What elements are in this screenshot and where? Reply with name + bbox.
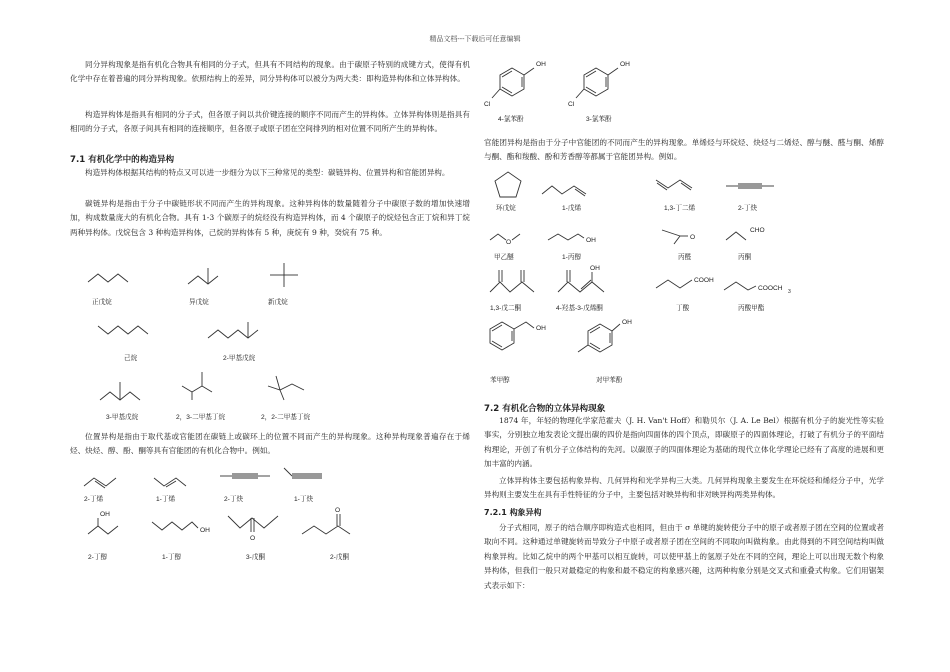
1-propanol-structure xyxy=(546,228,604,248)
paragraph-structural-types: 构造异构体根据其结构的特点又可以进一步细分为以下三种常见的类型：碳链异构、位置异构和官能团异构。 xyxy=(85,168,450,177)
2-2-dimethylbutane-structure xyxy=(266,370,314,402)
1-3-butadiene-structure xyxy=(654,176,702,192)
cyclopentane-structure xyxy=(492,170,524,200)
o-atom-label: O xyxy=(335,507,341,514)
page-header: 精品文档---下载后可任意编辑 xyxy=(429,35,521,43)
methyl-ethyl-ether-structure xyxy=(488,226,534,248)
propanal-structure xyxy=(658,224,716,248)
methyl-propanoate-structure xyxy=(722,274,802,298)
paragraph-isomer-definitions: 构造异构体是指具有相同的分子式，但各原子间以共价键连接的顺序不同而产生的异构体。立体异构体则是指具有相同的分子式，各原子间具有相同的连接顺序，但各原子或原子团在空间排列的相对位置不同所产生的异构体。 xyxy=(70,110,470,134)
label-2-butene: 2-丁烯 xyxy=(84,496,104,503)
oh-atom-label: OH xyxy=(622,319,632,326)
1-pentene-structure xyxy=(540,180,600,200)
label-1-3-butadiene: 1,3-丁二烯 xyxy=(664,205,696,212)
oh-atom-label: OH xyxy=(536,325,546,332)
3-chlorophenol-structure xyxy=(570,58,642,114)
cl-atom-label: Cl xyxy=(484,101,491,108)
label-acetone: 丙酮 xyxy=(738,254,752,261)
label-2-pentanone: 2-戊酮 xyxy=(330,554,350,561)
cl-atom-label: Cl xyxy=(568,101,575,108)
2-butene-structure xyxy=(82,472,126,490)
butanoic-acid-structure xyxy=(654,272,724,296)
label-2-2-dimethylbutane: 2，2-二甲基丁烷 xyxy=(261,414,311,421)
paragraph-conformational-isomerism: 分子式相同，原子的结合顺序即构造式也相同，但由于 σ 单键的旋转使分子中的原子或者原子团在空间的位置或者取向不同。这种通过单键旋转而导致分子中原子或者原子团在空间的不同取向叫做构象。由此得到的不同空间结构叫做构象异构。比如乙烷中的两个甲基可以相互旋转，可以使甲基上的氢原子处在不同的空间，理论上可以出现无数个构象异构体，但我们一般只对最稳定的构象和最不稳定的构象感兴趣，这两种构象分别是交叉式和重叠式构象。它们用锯架式表示如下： xyxy=(484,523,884,590)
paragraph-stereoisomer-types: 立体异构体主要包括构象异构、几何异构和光学异构三大类。几何异构现象主要发生在环烷烃和烯烃分子中，光学异构则主要发生在具有手性特征的分子中，主要包括对映异构和非对映异构两类异构体。 xyxy=(484,476,884,500)
1-3-pentanedione-structure xyxy=(488,266,564,300)
paragraph-tetrahedral-theory: 1874 年，年轻的物理化学家范霍夫（J. H. Van't Hoff）和勒贝尔（J. A. Le Bel）根据有机分子的旋光性等实验事实，分别独立地发表论文提出碳的四价是指向四面体的四个顶点，即碳原子的四面体理论，打破了有机分子的平面结构理论，开创了有机分子立体结构的先河。以碳原子的四面体理论为基础的现代立体化学理论已经有了高度的进展和更加丰富的内涵。 xyxy=(484,416,884,469)
label-isopentane: 异戊烷 xyxy=(189,299,209,306)
label-benzyl-alcohol: 苯甲醇 xyxy=(490,377,510,384)
label-3-methylpentane: 3-甲基戊烷 xyxy=(106,414,139,421)
paragraph-positional-isomerism: 位置异构是指由于取代基或官能团在碳链上或碳环上的位置不同而产生的异构现象。这种异构现象普遍存在于烯烃、炔烃、醇、酚、酮等具有官能团的有机化合物中。例如。 xyxy=(70,432,470,456)
isopentane-structure xyxy=(186,262,226,292)
label-2-butyne-fg: 2-丁炔 xyxy=(738,205,758,212)
2-butyne-fg-structure xyxy=(724,180,778,192)
2-pentanone-structure xyxy=(300,504,360,542)
paragraph-functional-isomerism: 官能团异构是指由于分子中官能团的不同而产生的异构现象。单烯烃与环烷烃、炔烃与二烯烃、醇与醚、醛与酮、烯醇与酮、酯和羧酸、酚和芳香醇等都属于官能团异构。例如。 xyxy=(484,138,884,162)
label-1-propanol: 1-丙醇 xyxy=(562,254,582,261)
label-2-butanol: 2-丁醇 xyxy=(88,554,108,561)
label-1-3-pentanedione: 1,3-戊二酮 xyxy=(490,305,522,312)
label-3-pentanone: 3-戊酮 xyxy=(246,554,266,561)
benzyl-alcohol-structure xyxy=(484,314,556,358)
paragraph-chain-isomerism: 碳链异构是指由于分子中碳链形状不同而产生的异构现象。这种异构体的数量随着分子中碳原子数的增加快速增加，构成数量庞大的有机化合物。具有 1-3 个碳原子的烷烃没有构造异构体，而 4 个碳原子的烷烃包含正丁烷和异丁烷两种异构体。戊烷包含 3 种构造异构体，己烷的异构体有 5 种，庚烷有 9 种，癸烷有 75 种。 xyxy=(70,199,470,237)
label-2-3-dimethylbutane: 2，3-二甲基丁烷 xyxy=(176,414,226,421)
neopentane-structure xyxy=(266,259,302,291)
section-heading-7-1: 7.1 有机化学中的构造异构 xyxy=(70,155,175,165)
3-pentanone-structure xyxy=(226,506,300,540)
o-atom-label: O xyxy=(250,535,256,542)
oh-atom-label: OH xyxy=(100,511,110,518)
1-butanol-structure xyxy=(150,512,216,542)
label-cyclopentane: 环戊烷 xyxy=(496,205,516,212)
cooh-atom-label: COOH xyxy=(694,277,714,284)
cho-atom-label: CHO xyxy=(750,227,765,234)
2-butyne-structure xyxy=(218,470,274,482)
1-butyne-structure xyxy=(282,464,338,486)
hexane-structure xyxy=(98,318,154,342)
label-1-butanol: 1-丁醇 xyxy=(162,554,182,561)
label-1-pentene: 1-戊烯 xyxy=(562,205,582,212)
4-chlorophenol-structure xyxy=(486,58,558,114)
label-p-cresol: 对甲苯酚 xyxy=(596,377,623,384)
2-methylpentane-structure xyxy=(206,316,264,346)
label-3-chlorophenol: 3-氯苯酚 xyxy=(586,116,612,123)
label-propanal: 丙醛 xyxy=(678,254,692,261)
4-hydroxy-3-pentenone-structure xyxy=(556,262,618,300)
2-butanol-structure xyxy=(86,506,140,542)
label-4-hydroxy-3-pentenone: 4-羟基-3-戊烯酮 xyxy=(556,305,603,312)
oh-atom-label: OH xyxy=(536,61,546,68)
oh-atom-label: OH xyxy=(620,61,630,68)
label-hexane: 己烷 xyxy=(124,355,138,362)
label-2-butyne: 2-丁炔 xyxy=(224,496,244,503)
oh-atom-label: OH xyxy=(200,527,210,534)
cooch-atom-label: COOCH xyxy=(758,285,783,292)
3-methylpentane-structure xyxy=(98,374,152,408)
1-butene-structure xyxy=(152,472,196,490)
label-n-pentane: 正戊烷 xyxy=(92,299,112,306)
2-3-dimethylbutane-structure xyxy=(180,368,220,404)
oh-atom-label: OH xyxy=(586,237,596,244)
o-atom-label: O xyxy=(506,239,512,246)
label-methyl-propanoate: 丙酸甲酯 xyxy=(738,305,765,312)
label-butanoic-acid: 丁酸 xyxy=(676,305,690,312)
label-4-chlorophenol: 4-氯苯酚 xyxy=(498,116,524,123)
label-neopentane: 新戊烷 xyxy=(268,299,288,306)
p-cresol-structure xyxy=(574,314,646,362)
subscript-3-label: 3 xyxy=(788,289,791,295)
label-1-butyne: 1-丁炔 xyxy=(294,496,314,503)
n-pentane-structure xyxy=(88,268,132,292)
label-2-methylpentane: 2-甲基戊烷 xyxy=(223,355,256,362)
oh-atom-label: OH xyxy=(590,265,600,272)
label-1-butene: 1-丁烯 xyxy=(156,496,176,503)
section-heading-7-2: 7.2 有机化合物的立体异构现象 xyxy=(484,404,606,414)
acetone-structure xyxy=(724,222,780,248)
section-heading-7-2-1: 7.2.1 构象异构 xyxy=(484,508,542,517)
paragraph-isomerism-intro: 同分异构现象是指有机化合物具有相同的分子式，但具有不同结构的现象。由于碳原子特别的成键方式，使得有机化学中存在着普遍的同分异构现象。依照结构上的差异，同分异构体可以被分为两大类：即构造异构体和立体异构体。 xyxy=(70,60,470,84)
o-atom-label: O xyxy=(690,234,696,241)
label-methyl-ethyl-ether: 甲乙醚 xyxy=(494,254,514,261)
